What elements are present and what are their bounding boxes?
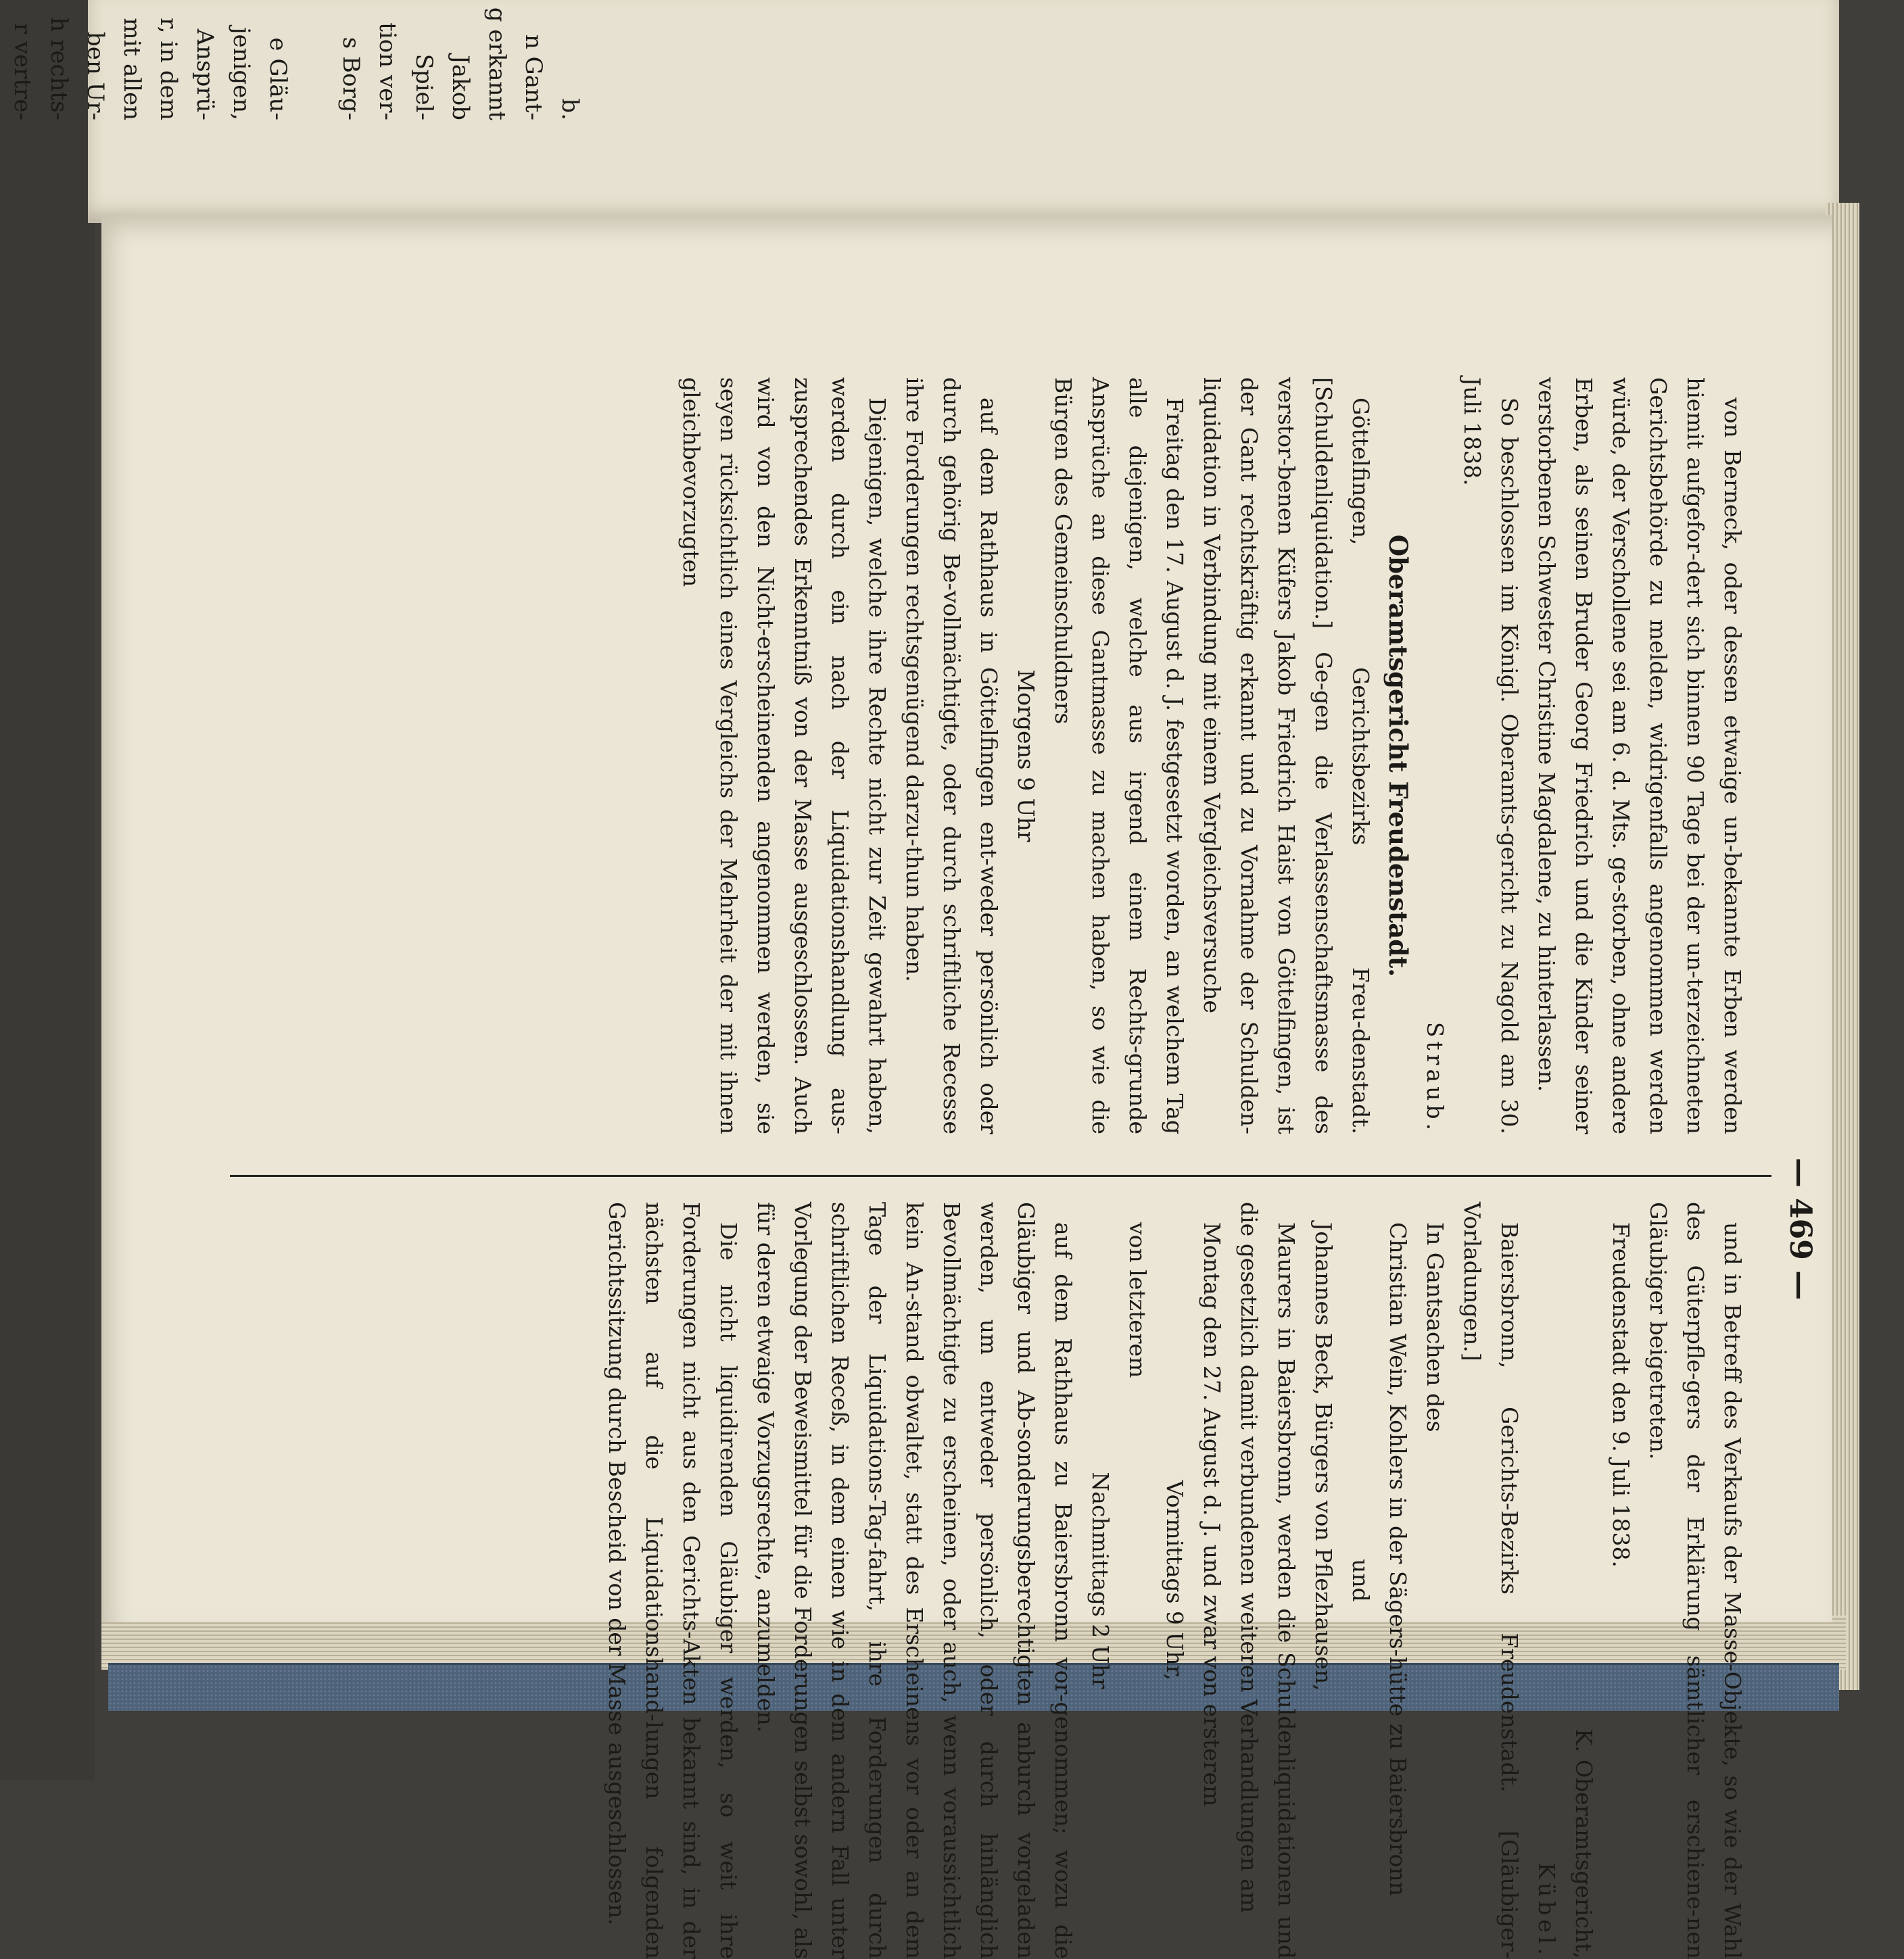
main-page bbox=[101, 215, 1832, 1959]
paragraph: So beschlossen im Königl. Oberamts-gericht zu Nagold am 30. Juli 1838. bbox=[1459, 377, 1523, 1134]
time-line: Vormittags 9 Uhr, bbox=[1162, 1480, 1188, 1681]
paragraph: Christian Wein, Kohlers in der Sägers-hütte zu Baiersbronn bbox=[1385, 1222, 1411, 1896]
previous-page-line: Jakob bbox=[447, 55, 474, 121]
previous-page-line: r, in dem bbox=[155, 18, 182, 121]
section-heading: Oberamtsgericht Freudenstadt. bbox=[1383, 534, 1413, 977]
page-number: — 469 — bbox=[1783, 1157, 1817, 1301]
section-heading: Baiersbronn, Gerichts-Bezirks Freudenstadt. [Gläubiger-Vorladungen.] bbox=[1459, 1202, 1523, 1959]
table-background bbox=[0, 0, 95, 1781]
previous-page-line bbox=[0, 0, 4, 120]
previous-page-line: ben Ur- bbox=[82, 32, 109, 121]
paragraph: Diejenigen, welche ihre Rechte nicht zur Zeit gewahrt haben, werden durch ein nach der Liquidationshandlung aus-zusprechendes Erkenntniß von der Masse ausgeschlossen. Auch wird von den Nicht-erscheinenden angenommen werden, sie seyen rücksichtlich eines Vergleichs der Mehrheit der mit ihnen gleichbevorzugten bbox=[678, 377, 890, 1134]
previous-page-line: r vertre- bbox=[9, 22, 36, 121]
paragraph: auf dem Rathhaus zu Baiersbronn vor-genommen; wozu die Gläubiger und Ab-sonderungsberechtigten anburch vorgeladen werden, um entweder persönlich, oder durch hinlänglich Bevollmächtigte zu erscheinen, oder auch, wenn voraussichtlich kein An-stand obwaltet, statt des Erscheinens vor oder an dem Tage der Liquidations-Tag-fahrt, ihre Forderungen durch schriftlichen Receß, in dem einen wie in dem andern Fall unter Vorlegung der Beweismittel für die Forderungen selbst sowohl, als für deren etwaige Vorzugsrechte, anzumelden. bbox=[753, 1202, 1076, 1959]
left-column bbox=[673, 377, 1751, 1134]
right-column bbox=[598, 1202, 1751, 1959]
time-line: Nachmittags 2 Uhr bbox=[1087, 1472, 1114, 1689]
paragraph: Göttelfingen, Gerichtsbezirks Freu-denstadt. [Schuldenliquidation.] Ge-gen die Verlassenschaftsmasse des verstor-benen Küfers Jakob Friedrich Haist von Göttelfingen, ist der Gant rechtskräftig erkannt und zu Vornahme der Schulden-liquidation in Verbindung mit einem Vergleichsversuche bbox=[1199, 377, 1374, 1134]
previous-page-line: e Gläu- bbox=[264, 37, 291, 121]
paragraph: Montag den 27. August d. J. und zwar von ersterem bbox=[1199, 1222, 1225, 1807]
previous-page-line: Spiel- bbox=[410, 53, 437, 121]
previous-page-line: b. bbox=[556, 98, 584, 121]
time-line: Morgens 9 Uhr bbox=[1013, 669, 1039, 842]
paragraph: In Gantsachen des bbox=[1422, 1222, 1448, 1432]
paragraph: Johannes Beck, Bürgers von Pflezhausen, bbox=[1310, 1222, 1337, 1691]
previous-page-line: h rechts- bbox=[45, 17, 72, 121]
paragraph: und in Betreff des Verkaufs der Masse-Objekte, so wie der Wahl des Güterpfle-gers der Erklärung sämtlicher erschiene-nen Gläubiger beigetreten. bbox=[1645, 1202, 1746, 1959]
date-line: Freudenstadt den 9. Juli 1838. bbox=[1608, 1222, 1634, 1568]
paragraph: auf dem Rathhaus in Göttelfingen ent-weder persönlich oder durch gehörig Be-vollmächtigte, oder durch schriftliche Recesse ihre Forderungen rechtsgenügend darzu-thun haben. bbox=[901, 377, 1002, 1134]
previous-page-line: jenigen, bbox=[228, 26, 255, 121]
previous-page-line: tion ver- bbox=[374, 22, 401, 121]
previous-page-line: Ansprü- bbox=[191, 28, 218, 121]
signature: Kübel. bbox=[1533, 1862, 1560, 1959]
column-divider bbox=[230, 1175, 1771, 1177]
court-line: K. Oberamtsgericht, bbox=[1571, 1728, 1597, 1959]
previous-page-line: mit allen bbox=[118, 18, 145, 121]
previous-page-line bbox=[296, 0, 333, 120]
paragraph: Die nicht liquidirenden Gläubiger werden, so weit ihre Forderungen nicht aus den Gerichts-Akten bekannt sind, in der nächsten auf die Liquidationshand-lungen folgenden Gerichtssitzung durch Bescheid von der Masse ausgeschlossen. bbox=[604, 1202, 742, 1959]
signature: Straub. bbox=[1422, 1021, 1448, 1134]
previous-page-line: g erkannt bbox=[483, 7, 510, 121]
previous-page-text bbox=[0, 0, 588, 120]
previous-page-line: s Borg- bbox=[337, 37, 364, 121]
paragraph: Maurers in Baiersbronn, werden die Schuldenliquidationen und die gesetzlich damit verbundenen weiteren Verhandlungen am bbox=[1236, 1202, 1300, 1959]
paragraph: von Berneck, oder dessen etwaige un-bekannte Erben werden hiemit aufgefor-dert sich binnen 90 Tage bei der un-terzeichneten Gerichtsbehörde zu melden, widrigenfalls angenommen werden würde, der Verschollene sei am 6. d. Mts. ge-storben, ohne andere Erben, als seinen Bruder Georg Friedrich und die Kinder seiner verstorbenen Schwester Christine Magdalene, zu hinterlassen. bbox=[1533, 377, 1746, 1134]
and-line: und bbox=[1348, 1559, 1374, 1602]
paragraph: Freitag den 17. August d. J. festgesetzt worden, an welchem Tag alle diejenigen, welche aus irgend einem Rechts-grunde Ansprüche an diese Gantmasse zu machen haben, so wie die Bürgen des Gemeinschuldners bbox=[1050, 377, 1188, 1134]
previous-page bbox=[9, 0, 1839, 223]
paragraph: von letzterem bbox=[1124, 1222, 1151, 1378]
previous-page-line: n Gant- bbox=[520, 34, 547, 121]
